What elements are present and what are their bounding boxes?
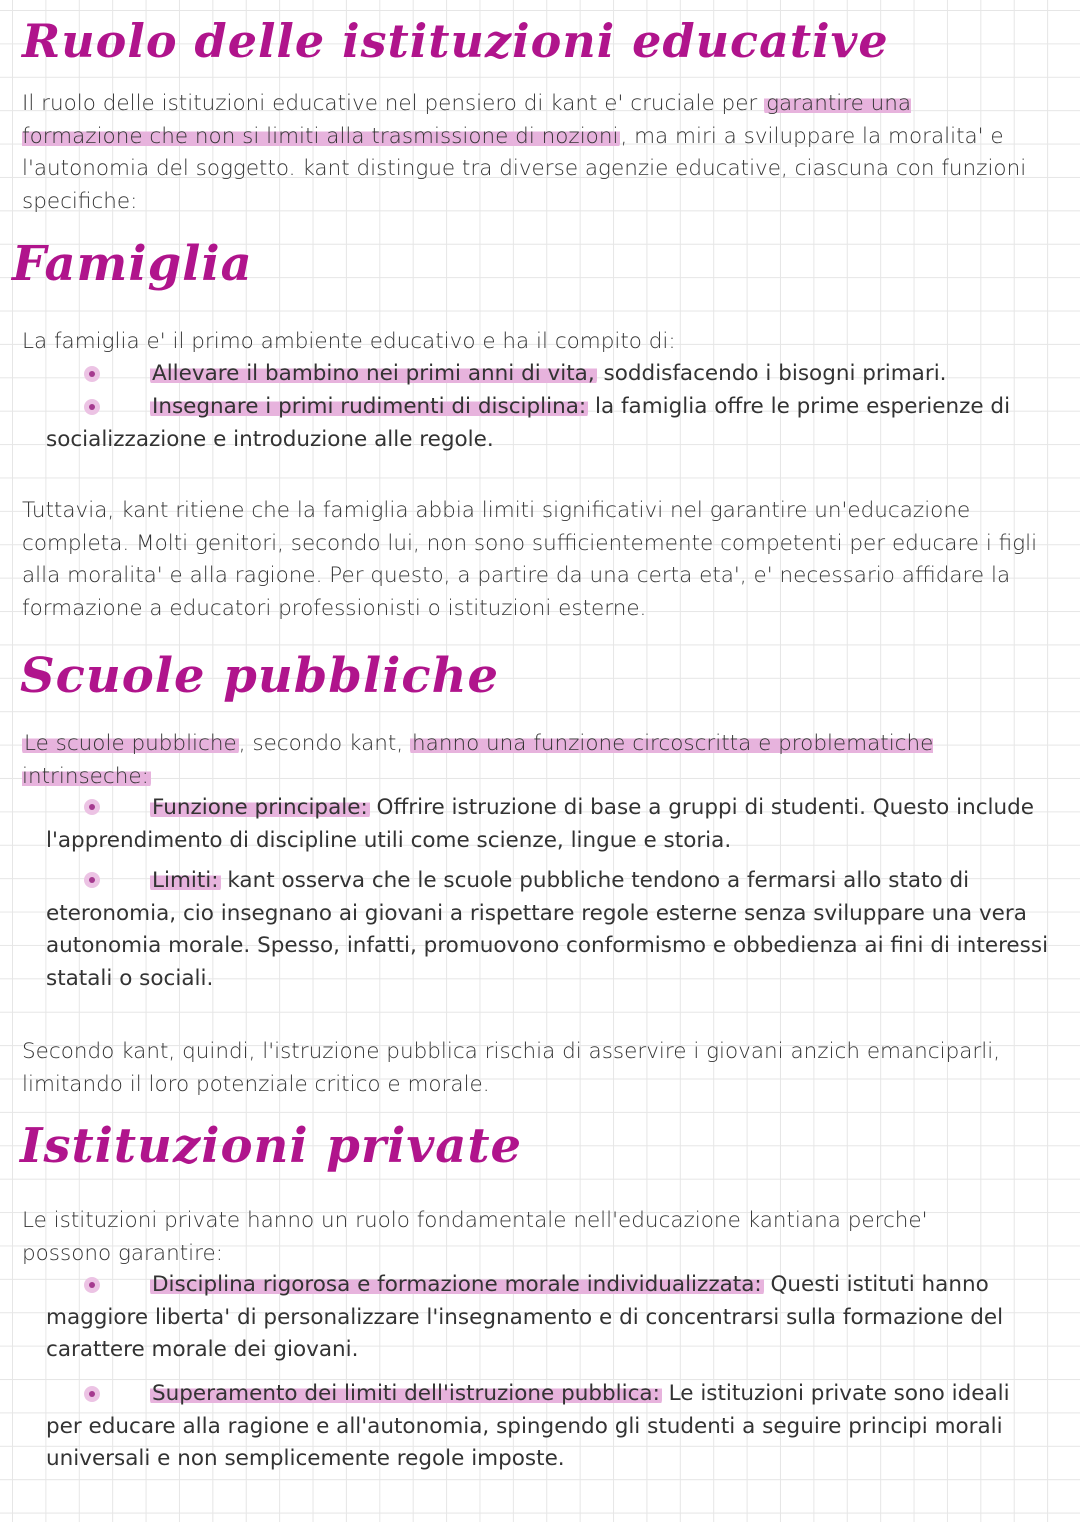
intro-text-1: Il ruolo delle istituzioni educative nel pensiero di kant e' cruciale per [22, 91, 765, 116]
bullet-text: Le istituzioni private sono ideali per educare alla ragione e all'autonomia, spingendo gli studenti a seguire principi morali universali e non semplicemente regole imposte. [46, 1381, 1010, 1471]
bullet-text: soddisfacendo i bisogni primari. [596, 361, 947, 386]
scuole-lead-text: , secondo kant, [238, 731, 411, 756]
heading-istituzioni-private: Istituzioni private [20, 1118, 523, 1174]
bullet-highlight: Insegnare i primi rudimenti di disciplina: [152, 394, 587, 419]
heading-scuole-pubbliche: Scuole pubbliche [20, 648, 500, 704]
bullet-icon [84, 366, 100, 382]
page-title: Ruolo delle istituzioni educative [22, 14, 889, 68]
private-lead: Le istituzioni private hanno un ruolo fondamentale nell'educazione kantiana perche' possono garantire: [22, 1208, 928, 1266]
heading-famiglia: Famiglia [12, 236, 253, 292]
scuole-lead [22, 728, 1022, 793]
bullet-text: Offrire istruzione di base a gruppi di studenti. Questo include l'apprendimento di discipline utili come scienze, lingue e storia. [46, 795, 1035, 853]
bullet-highlight: Limiti: [152, 868, 219, 893]
bullet-text: Questi istituti hanno maggiore liberta' di personalizzare l'insegnamento e di concentrarsi sulla formazione del carattere morale dei giovani. [46, 1272, 1004, 1362]
scuole-lead-highlight-2: hanno una funzione circoscritta e problematiche intrinseche: [22, 731, 934, 789]
bullet-highlight: Funzione principale: [152, 795, 368, 820]
bullet-text: kant osserva che le scuole pubbliche tendono a fermarsi allo stato di eteronomia, cio insegnano ai giovani a rispettare regole esterne senza sviluppare una vera autonomia morale. Spesso, infatti, promuovono conformismo e obbedienza ai fini di interessi statali o sociali. [46, 868, 1049, 991]
bullet-text: la famiglia offre le prime esperienze di socializzazione e introduzione alle regole. [46, 394, 1011, 452]
scuole-lead-highlight-1: Le scuole pubbliche [24, 731, 237, 756]
private-bullet-2 [46, 1378, 1046, 1476]
bullet-highlight: Allevare il bambino nei primi anni di vita, [152, 361, 595, 386]
famiglia-bullet-1 [150, 358, 1030, 391]
famiglia-lead: La famiglia e' il primo ambiente educativo e ha il compito di: [22, 329, 676, 354]
intro-paragraph [22, 88, 1032, 218]
scuole-bullet-2 [46, 865, 1051, 995]
bullet-highlight: Disciplina rigorosa e formazione morale individualizzata: [152, 1272, 762, 1297]
intro-text-2: , ma miri a sviluppare la moralita' e l'autonomia del soggetto. kant distingue tra diverse agenzie educative, ciascuna con funzioni specifiche: [22, 123, 1027, 214]
famiglia-paragraph: Tuttavia, kant ritiene che la famiglia abbia limiti significativi nel garantire un'educazione completa. Molti genitori, secondo lui, non sono sufficientemente competenti per educare i figli alla moralita' e alla ragione. Per questo, a partire da una certa eta', e' necessario affidare la formazione a educatori professionisti o istituzioni esterne. [22, 498, 1038, 621]
scuole-paragraph: Secondo kant, quindi, l'istruzione pubblica rischia di asservire i giovani anzich emanciparli, limitando il loro potenziale critico e morale. [22, 1039, 1001, 1097]
private-bullet-1 [46, 1269, 1046, 1367]
bullet-highlight: Superamento dei limiti dell'istruzione pubblica: [152, 1381, 660, 1406]
intro-highlight: garantire una formazione che non si limiti alla trasmissione di nozioni [22, 91, 912, 149]
famiglia-bullet-2 [46, 391, 1056, 456]
scuole-bullet-1 [46, 792, 1046, 857]
